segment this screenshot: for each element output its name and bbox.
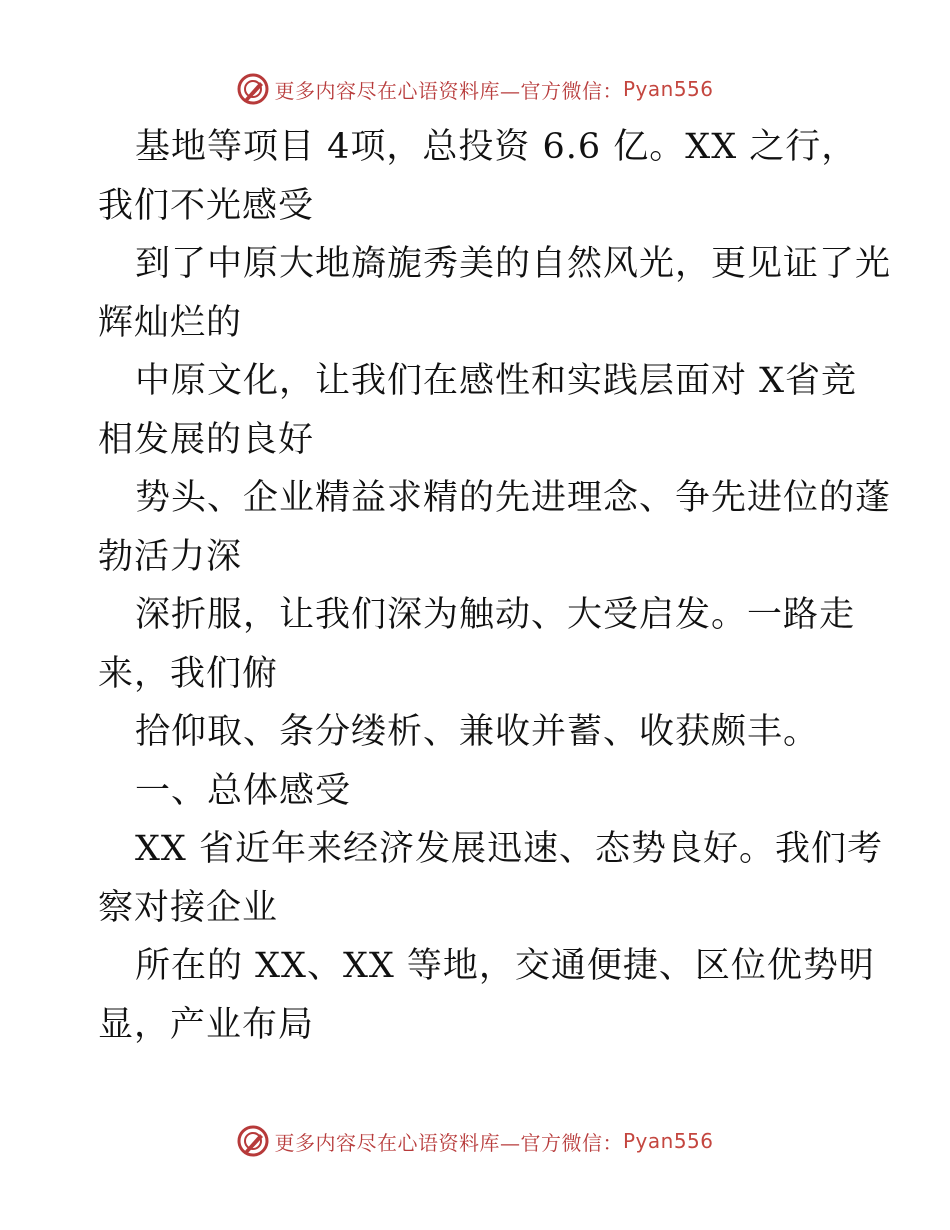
section-heading: 一、总体感受 [135, 770, 352, 811]
document-body [98, 118, 892, 1054]
text-line: 相发展的良好 [98, 419, 315, 460]
text-line: 来，我们俯 [98, 653, 279, 694]
watermark-text: 更多内容尽在心语资料库—官方微信： [274, 78, 623, 103]
text-line: 基地等项目 4项，总投资 6.6 亿。XX 之行， [135, 127, 858, 167]
watermark-wechat-id: Pyan556 [622, 77, 714, 101]
text-line: 显，产业布局 [98, 1004, 315, 1045]
text-line: 中原文化，让我们在感性和实践层面对 X省竞 [135, 361, 858, 401]
text-line: 察对接企业 [98, 887, 279, 928]
text-line: 到了中原大地旖旎秀美的自然风光，更见证了光 [135, 244, 892, 284]
text-line: 勃活力深 [98, 536, 243, 577]
footer-watermark [0, 1124, 950, 1158]
text-line: XX 省近年来经济发展迅速、态势良好。我们考 [135, 829, 883, 869]
text-line: 势头、企业精益求精的先进理念、争先进位的蓬 [135, 478, 892, 518]
text-line: 所在的 XX、XX 等地，交通便捷、区位优势明 [135, 946, 875, 986]
watermark-text: 更多内容尽在心语资料库—官方微信： [274, 1130, 623, 1155]
text-line: 辉灿烂的 [98, 302, 243, 343]
quill-logo-icon [236, 72, 270, 106]
quill-logo-icon [236, 1124, 270, 1158]
watermark-wechat-id: Pyan556 [622, 1129, 714, 1153]
header-watermark [0, 72, 950, 106]
text-line: 拾仰取、条分缕析、兼收并蓄、收获颇丰。 [135, 712, 820, 752]
text-line: 我们不光感受 [98, 185, 315, 226]
text-line: 深折服，让我们深为触动、大受启发。一路走 [135, 595, 856, 635]
